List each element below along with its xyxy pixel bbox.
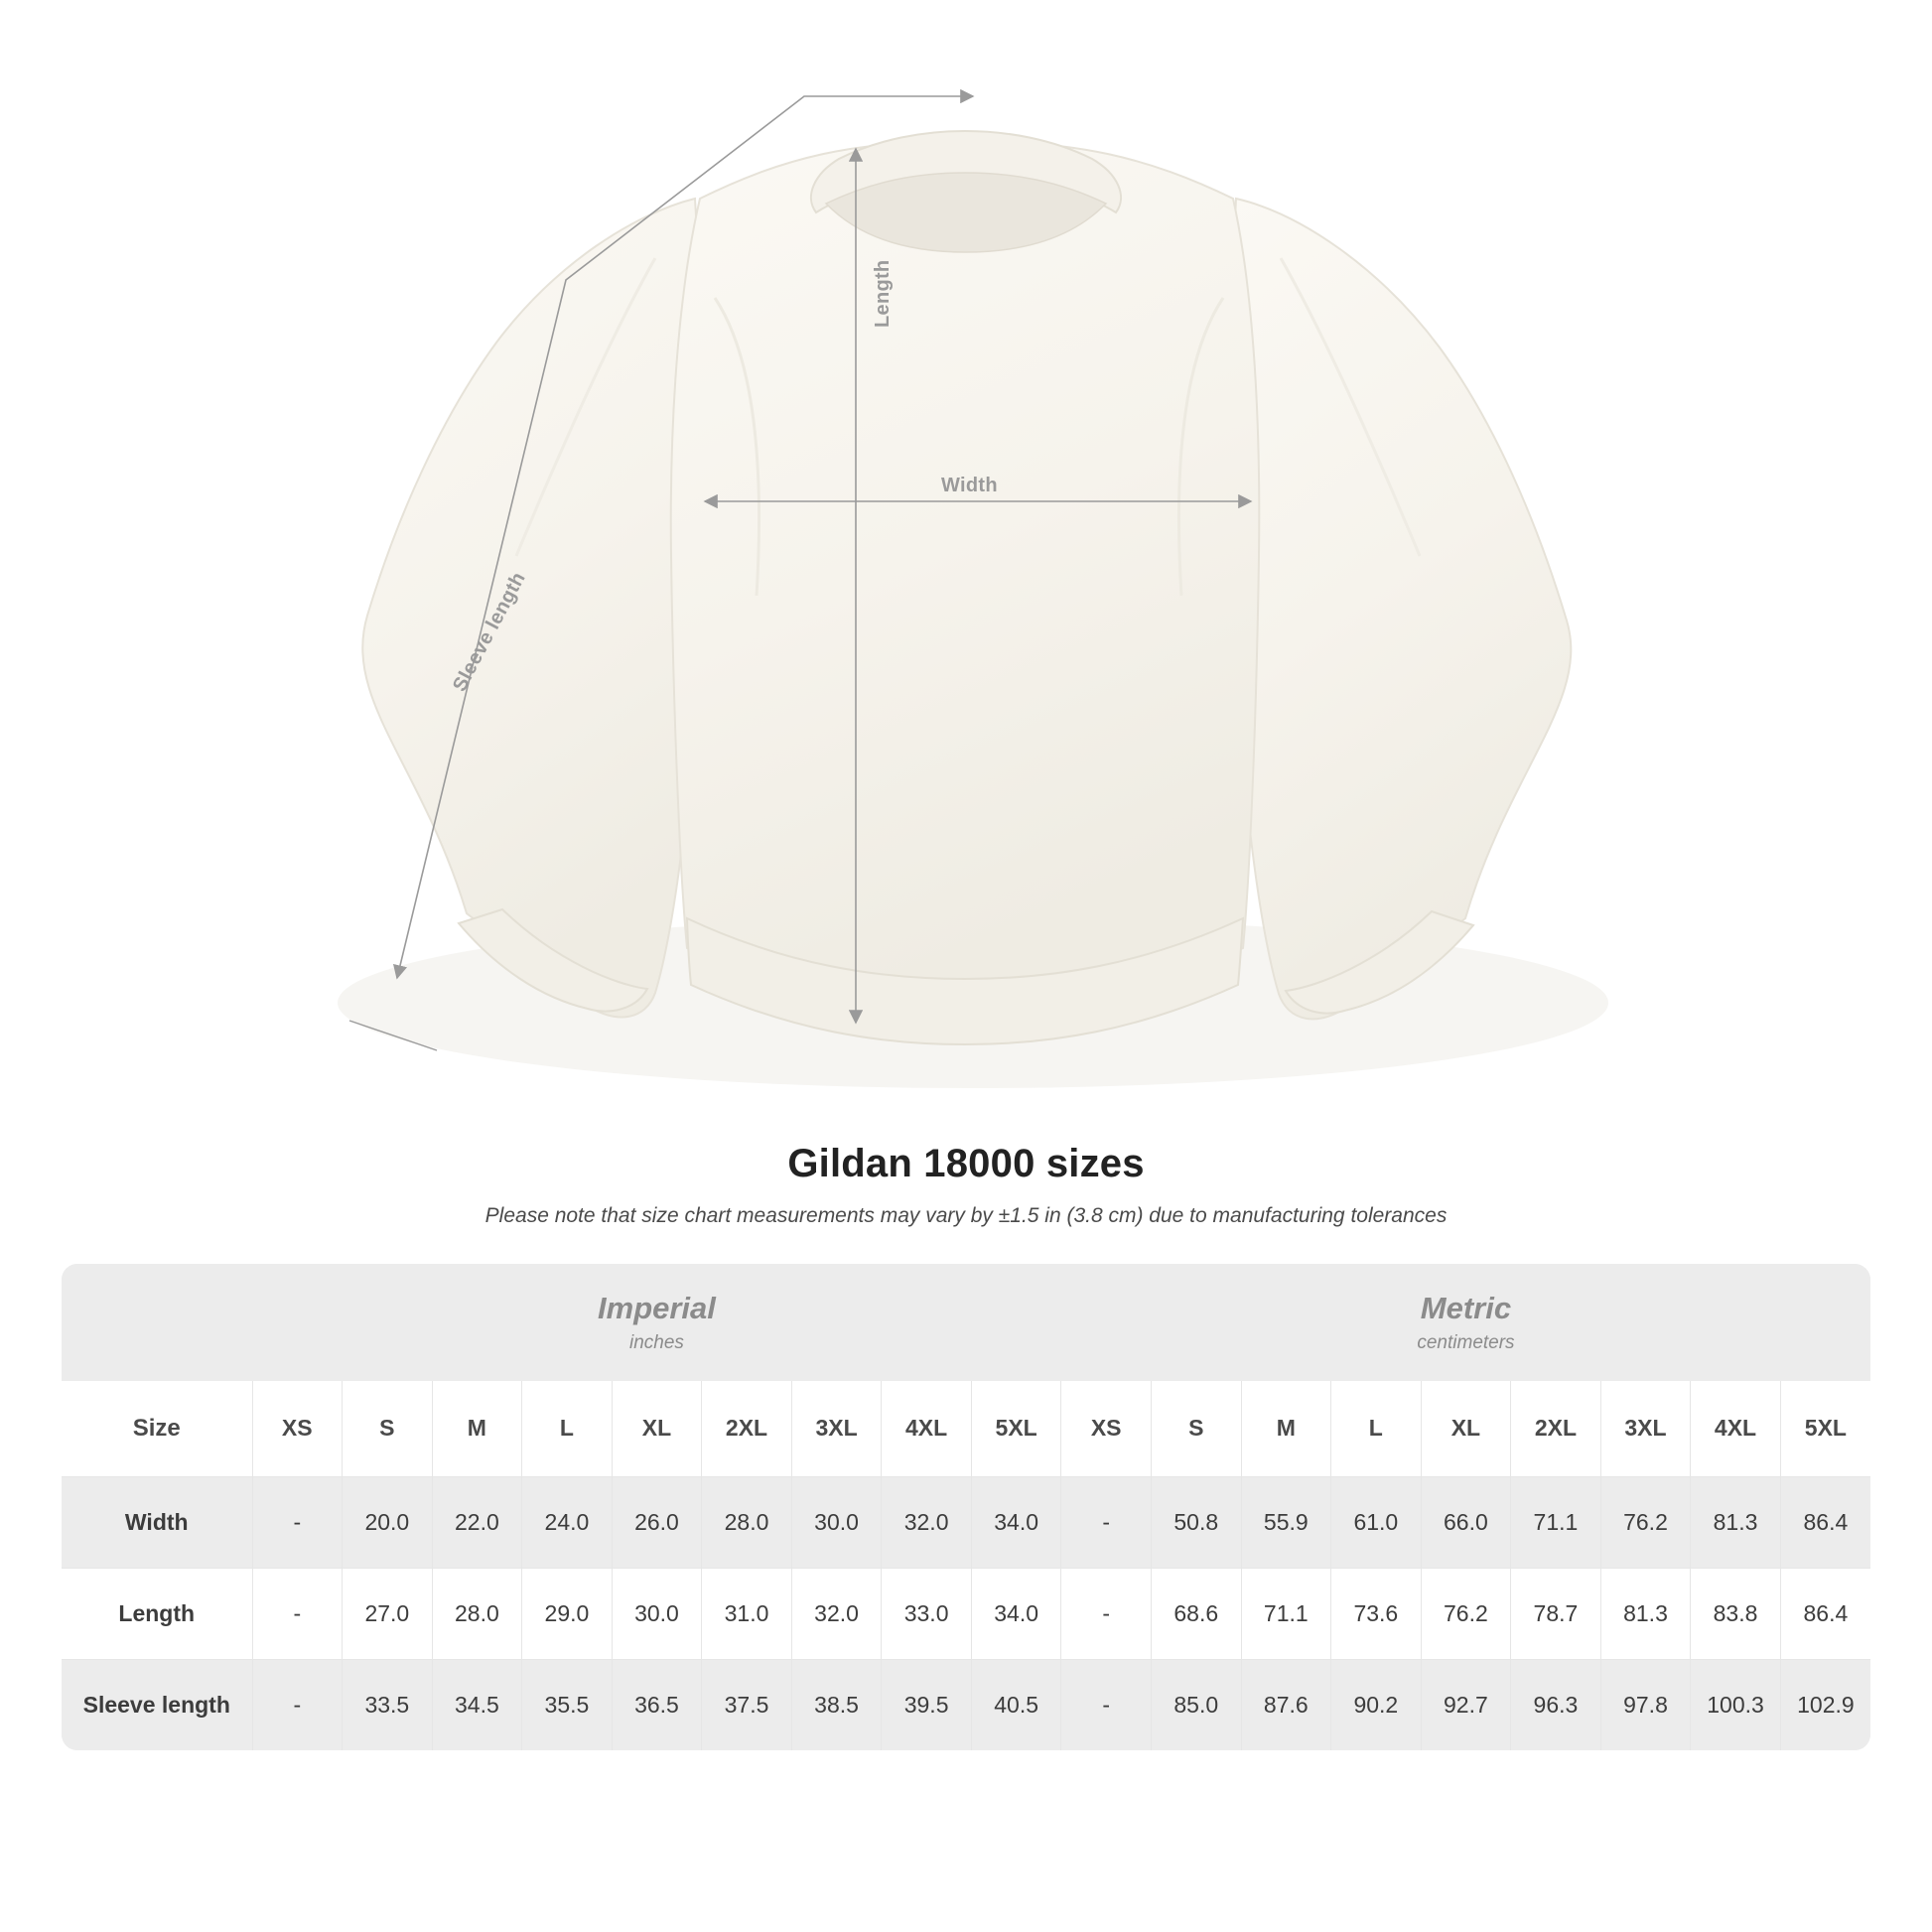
column-header-imperial-s: S xyxy=(343,1381,433,1476)
cell-width-metric-m: 55.9 xyxy=(1241,1476,1331,1568)
cell-sleeve-metric-m: 87.6 xyxy=(1241,1659,1331,1750)
size-table-container xyxy=(62,1264,1870,1750)
cell-length-metric-l: 73.6 xyxy=(1331,1568,1422,1659)
column-header-size: Size xyxy=(62,1381,252,1476)
column-header-metric-l: L xyxy=(1331,1381,1422,1476)
cell-length-metric-4xl: 83.8 xyxy=(1691,1568,1781,1659)
column-header-imperial-xl: XL xyxy=(612,1381,702,1476)
cell-sleeve-imperial-m: 34.5 xyxy=(432,1659,522,1750)
unit-header-spacer xyxy=(62,1264,252,1381)
width-dimension-label: Width xyxy=(941,475,998,496)
column-header-imperial-xs: XS xyxy=(252,1381,343,1476)
cell-length-imperial-xs: - xyxy=(252,1568,343,1659)
unit-header-imperial xyxy=(252,1264,1061,1381)
cell-length-metric-m: 71.1 xyxy=(1241,1568,1331,1659)
cell-sleeve-metric-s: 85.0 xyxy=(1151,1659,1241,1750)
cell-length-imperial-m: 28.0 xyxy=(432,1568,522,1659)
row-label-length: Length xyxy=(62,1568,252,1659)
cell-width-metric-3xl: 76.2 xyxy=(1600,1476,1691,1568)
cell-sleeve-metric-xs: - xyxy=(1061,1659,1152,1750)
column-header-metric-4xl: 4XL xyxy=(1691,1381,1781,1476)
metric-sublabel: centimeters xyxy=(1417,1332,1515,1353)
column-header-metric-xl: XL xyxy=(1421,1381,1511,1476)
cell-length-imperial-l: 29.0 xyxy=(522,1568,613,1659)
cell-width-metric-s: 50.8 xyxy=(1151,1476,1241,1568)
title-block xyxy=(0,1142,1932,1228)
cell-width-imperial-5xl: 34.0 xyxy=(971,1476,1061,1568)
column-header-imperial-l: L xyxy=(522,1381,613,1476)
cell-length-metric-3xl: 81.3 xyxy=(1600,1568,1691,1659)
cell-sleeve-metric-l: 90.2 xyxy=(1331,1659,1422,1750)
cell-sleeve-imperial-4xl: 39.5 xyxy=(882,1659,972,1750)
unit-header-metric xyxy=(1061,1264,1870,1381)
cell-width-metric-l: 61.0 xyxy=(1331,1476,1422,1568)
table-header-row xyxy=(62,1381,1870,1476)
column-header-metric-xs: XS xyxy=(1061,1381,1152,1476)
cell-length-metric-s: 68.6 xyxy=(1151,1568,1241,1659)
cell-length-metric-xl: 76.2 xyxy=(1421,1568,1511,1659)
cell-length-imperial-s: 27.0 xyxy=(343,1568,433,1659)
sleeve-length-dimension-label: Sleeve length xyxy=(449,568,530,696)
cell-width-imperial-m: 22.0 xyxy=(432,1476,522,1568)
cell-length-metric-5xl: 86.4 xyxy=(1780,1568,1870,1659)
cell-length-imperial-3xl: 32.0 xyxy=(791,1568,882,1659)
column-header-metric-2xl: 2XL xyxy=(1511,1381,1601,1476)
cell-sleeve-imperial-s: 33.5 xyxy=(343,1659,433,1750)
column-header-metric-3xl: 3XL xyxy=(1600,1381,1691,1476)
cell-sleeve-metric-5xl: 102.9 xyxy=(1780,1659,1870,1750)
cell-sleeve-metric-4xl: 100.3 xyxy=(1691,1659,1781,1750)
size-table xyxy=(62,1264,1870,1750)
cell-width-imperial-xl: 26.0 xyxy=(612,1476,702,1568)
cell-sleeve-imperial-5xl: 40.5 xyxy=(971,1659,1061,1750)
row-label-sleeve-length: Sleeve length xyxy=(62,1659,252,1750)
column-header-imperial-2xl: 2XL xyxy=(702,1381,792,1476)
table-row xyxy=(62,1568,1870,1659)
cell-sleeve-imperial-xl: 36.5 xyxy=(612,1659,702,1750)
cell-sleeve-metric-2xl: 96.3 xyxy=(1511,1659,1601,1750)
imperial-label: Imperial xyxy=(598,1291,716,1325)
column-header-imperial-4xl: 4XL xyxy=(882,1381,972,1476)
cell-sleeve-metric-xl: 92.7 xyxy=(1421,1659,1511,1750)
cell-width-imperial-xs: - xyxy=(252,1476,343,1568)
cell-width-metric-4xl: 81.3 xyxy=(1691,1476,1781,1568)
cell-width-imperial-3xl: 30.0 xyxy=(791,1476,882,1568)
cell-width-imperial-s: 20.0 xyxy=(343,1476,433,1568)
cell-length-imperial-4xl: 33.0 xyxy=(882,1568,972,1659)
cell-length-metric-2xl: 78.7 xyxy=(1511,1568,1601,1659)
cell-width-imperial-2xl: 28.0 xyxy=(702,1476,792,1568)
cell-width-imperial-4xl: 32.0 xyxy=(882,1476,972,1568)
column-header-metric-5xl: 5XL xyxy=(1780,1381,1870,1476)
column-header-metric-m: M xyxy=(1241,1381,1331,1476)
cell-length-imperial-5xl: 34.0 xyxy=(971,1568,1061,1659)
column-header-imperial-5xl: 5XL xyxy=(971,1381,1061,1476)
column-header-metric-s: S xyxy=(1151,1381,1241,1476)
cell-sleeve-imperial-l: 35.5 xyxy=(522,1659,613,1750)
cell-width-imperial-l: 24.0 xyxy=(522,1476,613,1568)
cell-sleeve-imperial-xs: - xyxy=(252,1659,343,1750)
metric-label: Metric xyxy=(1420,1291,1512,1325)
cell-width-metric-2xl: 71.1 xyxy=(1511,1476,1601,1568)
cell-length-imperial-2xl: 31.0 xyxy=(702,1568,792,1659)
cell-sleeve-metric-3xl: 97.8 xyxy=(1600,1659,1691,1750)
page-title: Gildan 18000 sizes xyxy=(787,1142,1145,1185)
table-row xyxy=(62,1659,1870,1750)
column-header-imperial-3xl: 3XL xyxy=(791,1381,882,1476)
cell-width-metric-5xl: 86.4 xyxy=(1780,1476,1870,1568)
cell-sleeve-imperial-2xl: 37.5 xyxy=(702,1659,792,1750)
cell-length-metric-xs: - xyxy=(1061,1568,1152,1659)
length-dimension-label: Length xyxy=(872,259,894,328)
cell-sleeve-imperial-3xl: 38.5 xyxy=(791,1659,882,1750)
unit-header-row xyxy=(62,1264,1870,1381)
tolerance-note: Please note that size chart measurements may vary by ±1.5 in (3.8 cm) due to manufacturing tolerances xyxy=(484,1204,1448,1227)
cell-length-imperial-xl: 30.0 xyxy=(612,1568,702,1659)
column-header-imperial-m: M xyxy=(432,1381,522,1476)
cell-width-metric-xl: 66.0 xyxy=(1421,1476,1511,1568)
imperial-sublabel: inches xyxy=(629,1332,684,1353)
cell-width-metric-xs: - xyxy=(1061,1476,1152,1568)
table-row xyxy=(62,1476,1870,1568)
row-label-width: Width xyxy=(62,1476,252,1568)
